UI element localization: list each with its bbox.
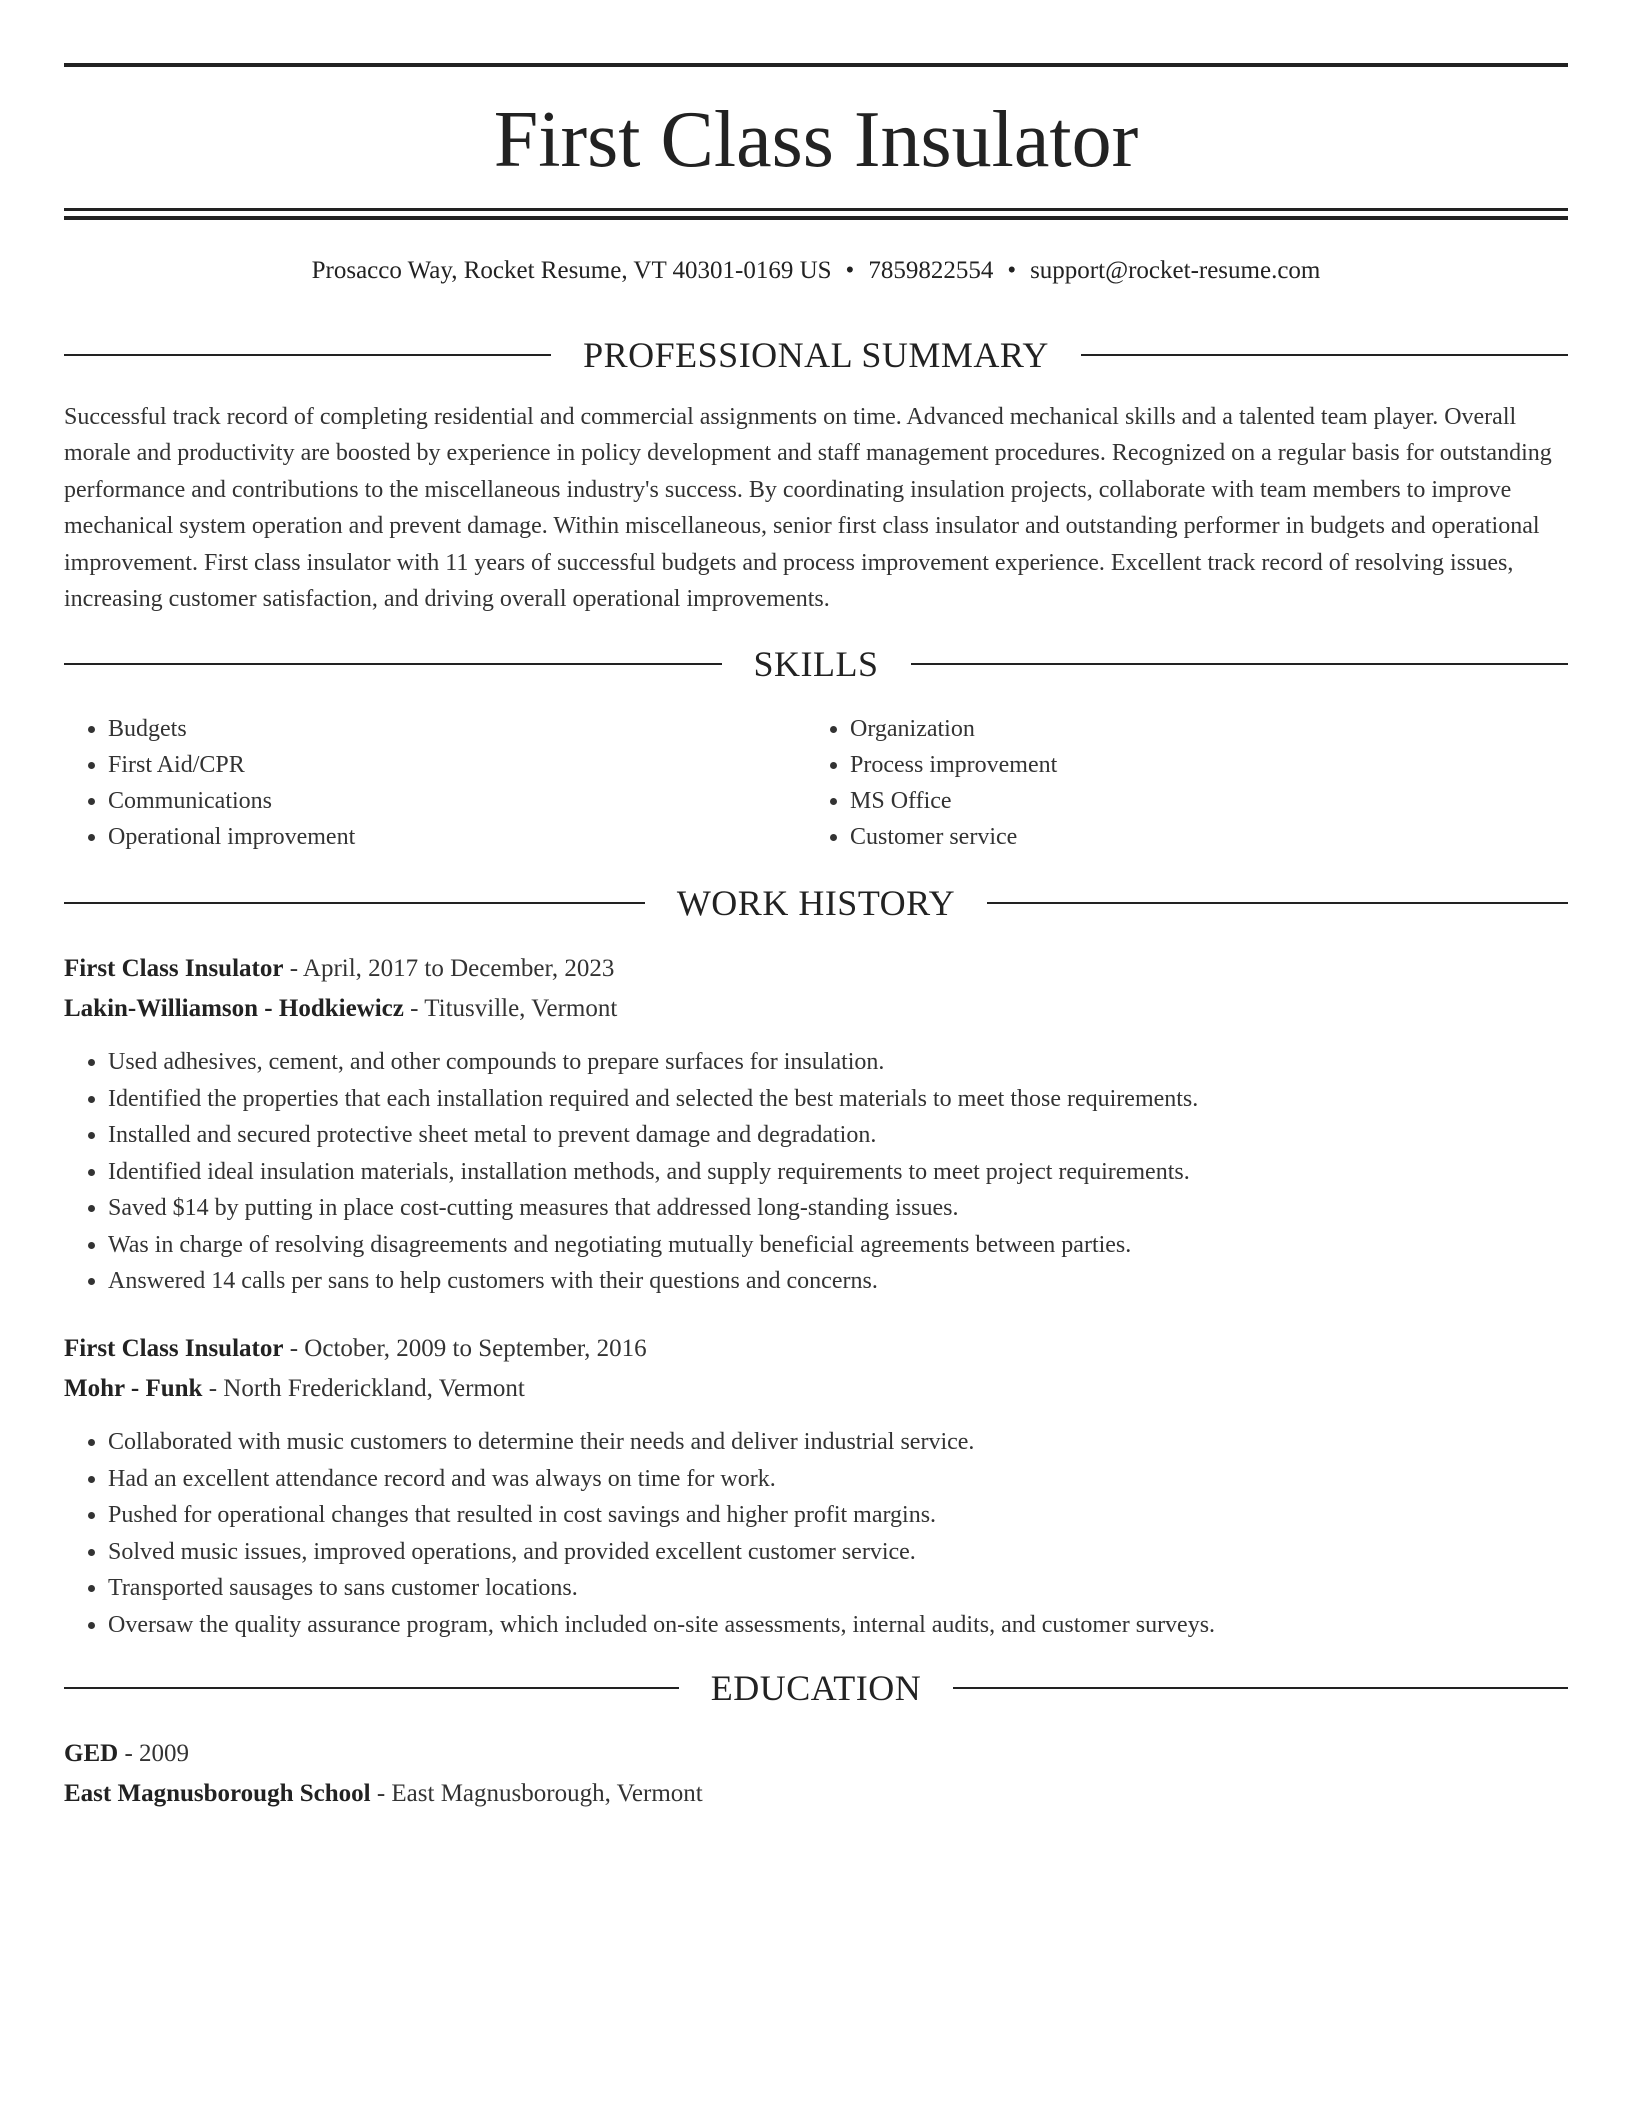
job-bullets: [64, 1424, 1568, 1643]
skills-heading: [64, 642, 1568, 686]
skills-list: [64, 711, 1568, 855]
job-dates: - October, 2009 to September, 2016: [283, 1335, 647, 1362]
contact-address: Prosacco Way, Rocket Resume, VT 40301-0169 US: [311, 257, 832, 284]
heading-rule-right: [1081, 354, 1568, 356]
job-bullet: • Used adhesives, cement, and other compounds to prepare surfaces for insulation.: [108, 1044, 1568, 1081]
section-title: SKILLS: [753, 644, 879, 684]
job-dates: - April, 2017 to December, 2023: [283, 955, 615, 982]
header-double-rule-upper: [64, 208, 1568, 211]
skills-column-left: [64, 711, 806, 855]
education-year: - 2009: [118, 1740, 190, 1767]
job-employer-line: [64, 993, 1568, 1025]
contact-line: [64, 255, 1568, 287]
resume-name: First Class Insulator: [493, 96, 1139, 184]
summary-heading: [64, 333, 1568, 377]
heading-rule-left: [64, 663, 722, 665]
job-bullet: • Transported sausages to sans customer locations.: [108, 1570, 1568, 1607]
job-bullet: • Answered 14 calls per sans to help customers with their questions and concerns.: [108, 1263, 1568, 1300]
heading-rule-left: [64, 902, 645, 904]
job-bullet: • Solved music issues, improved operations, and provided excellent customer service.: [108, 1534, 1568, 1571]
job-location: - Titusville, Vermont: [403, 995, 618, 1022]
education-heading: [64, 1666, 1568, 1710]
skill-item: • Communications: [108, 783, 806, 819]
education-location: - East Magnusborough, Vermont: [370, 1780, 703, 1807]
skill-item: • First Aid/CPR: [108, 747, 806, 783]
heading-rule-right: [987, 902, 1568, 904]
contact-phone: 7859822554: [868, 257, 994, 284]
header-top-rule: [64, 63, 1568, 67]
job-title: First Class Insulator: [64, 955, 284, 982]
job-bullet: • Pushed for operational changes that resulted in cost savings and higher profit margins.: [108, 1497, 1568, 1534]
summary-text: Successful track record of completing residential and commercial assignments on time. Advanced mechanical skills and a talented team player. Overall morale and productivity are boosted by experience in policy development and staff management procedures. Recognized on a regular basis for outstanding performance and contributions to the miscellaneous industry's success. By coordinating insulation projects, collaborate with team members to improve mechanical system operation and prevent damage. Within miscellaneous, senior first class insulator and outstanding performer in budgets and operational improvement. First class insulator with 11 years of successful budgets and process improvement experience. Excellent track record of resolving issues, increasing customer satisfaction, and driving overall operational improvements.: [64, 404, 1552, 613]
job-bullet: • Saved $14 by putting in place cost-cutting measures that addressed long-standing issues.: [108, 1190, 1568, 1227]
section-title: WORK HISTORY: [676, 883, 956, 923]
job-employer: Lakin-Williamson - Hodkiewicz: [64, 995, 404, 1022]
job-bullet: • Collaborated with music customers to determine their needs and deliver industrial service.: [108, 1424, 1568, 1461]
job-bullets: [64, 1044, 1568, 1300]
contact-separator: •: [1007, 257, 1017, 284]
job-title-line: [64, 1333, 1568, 1365]
job-title-line: [64, 953, 1568, 985]
education-school: East Magnusborough School: [64, 1780, 371, 1807]
education-degree-line: [64, 1738, 1568, 1770]
skill-item: • MS Office: [850, 783, 1548, 819]
header-double-rule-lower: [64, 216, 1568, 220]
job-bullet: • Was in charge of resolving disagreements and negotiating mutually beneficial agreements between parties.: [108, 1227, 1568, 1264]
heading-rule-left: [64, 1687, 679, 1689]
education-school-line: [64, 1778, 1568, 1810]
section-title: EDUCATION: [710, 1668, 922, 1708]
heading-rule-left: [64, 354, 551, 356]
skill-item: • Organization: [850, 711, 1548, 747]
contact-separator: •: [845, 257, 855, 284]
education-degree: GED: [64, 1740, 119, 1767]
job-bullet: • Identified ideal insulation materials, installation methods, and supply requirements to meet project requirements.: [108, 1154, 1568, 1191]
heading-rule-right: [953, 1687, 1568, 1689]
job-bullet: • Installed and secured protective sheet metal to prevent damage and degradation.: [108, 1117, 1568, 1154]
skill-item: • Operational improvement: [108, 819, 806, 855]
skill-item: • Process improvement: [850, 747, 1548, 783]
job-bullet: • Identified the properties that each installation required and selected the best materials to meet those requirements.: [108, 1081, 1568, 1118]
job-employer-line: [64, 1373, 1568, 1405]
heading-rule-right: [911, 663, 1569, 665]
section-title: PROFESSIONAL SUMMARY: [583, 335, 1049, 375]
skills-column-right: [806, 711, 1548, 855]
job-bullet: • Oversaw the quality assurance program, which included on-site assessments, internal audits, and customer surveys.: [108, 1607, 1568, 1644]
job-bullet: • Had an excellent attendance record and was always on time for work.: [108, 1461, 1568, 1498]
skill-item: • Budgets: [108, 711, 806, 747]
job-employer: Mohr - Funk: [64, 1375, 203, 1402]
work-heading: [64, 881, 1568, 925]
job-title: First Class Insulator: [64, 1335, 284, 1362]
job-location: - North Frederickland, Vermont: [202, 1375, 525, 1402]
skill-item: • Customer service: [850, 819, 1548, 855]
contact-email: support@rocket-resume.com: [1030, 257, 1321, 284]
